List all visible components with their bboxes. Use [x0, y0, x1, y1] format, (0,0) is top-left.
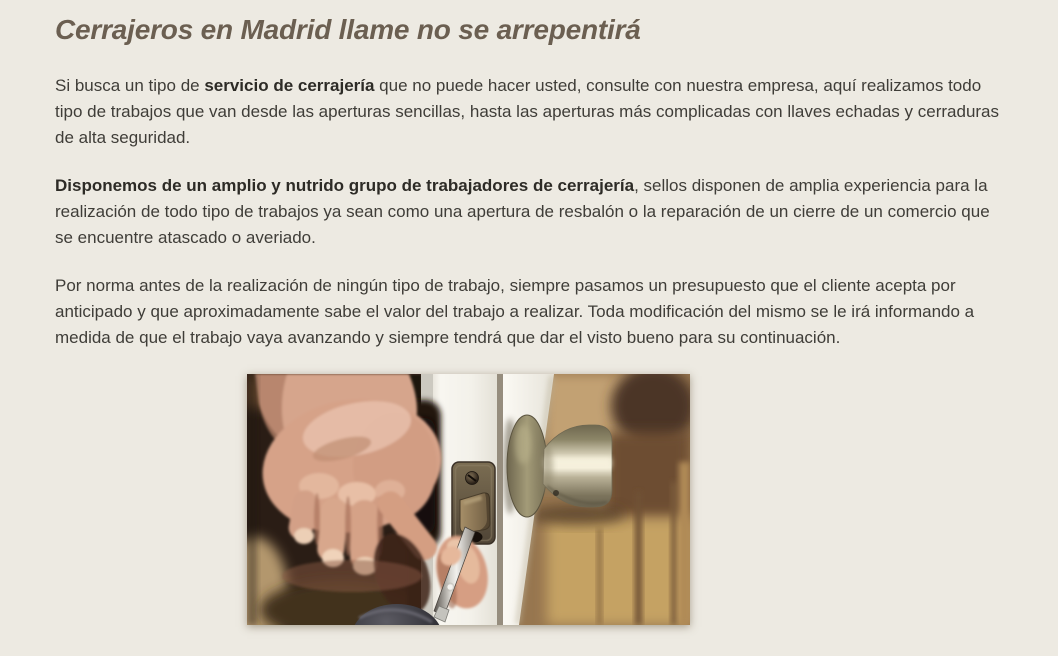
intro-text-post: que no puede hacer usted, consulte con nuestra empresa, aquí realizamos todo tipo de trabajos que van desde las aperturas sencillas, hasta las aperturas más complicadas con llaves echadas y cerraduras de alta seguridad. — [55, 76, 1000, 147]
intro-text-pre: Si busca un tipo de — [55, 76, 205, 95]
article — [55, 14, 1005, 373]
locksmith-hand-door-latch-illustration — [247, 374, 690, 625]
budget-paragraph: Por norma antes de la realización de ningún tipo de trabajo, siempre pasamos un presupuesto que el cliente acepta por anticipado y que aproximadamente sabe el valor del trabajo a realizar. Toda modificación del mismo se le irá informando a medida de que el trabajo vaya avanzando y siempre tendrá que dar el visto bueno para su continuación. — [55, 276, 975, 347]
team-text-bold: Disponemos de un amplio y nutrido grupo de trabajadores de cerrajería — [55, 176, 635, 195]
intro-text-bold: servicio de cerrajería — [204, 76, 375, 95]
photo-vignette — [247, 374, 257, 625]
team-text-post: , sellos disponen de amplia experiencia para la realización de todo tipo de trabajos ya sean como una apertura de resbalón o la reparación de un cierre de un comercio que se encuentre atascado o averiado. — [55, 176, 990, 247]
intro-paragraph — [55, 73, 1005, 151]
door-lock-photo — [247, 374, 690, 625]
team-paragraph — [55, 173, 1005, 251]
page-title: Cerrajeros en Madrid llame no se arrepentirá — [55, 14, 641, 45]
